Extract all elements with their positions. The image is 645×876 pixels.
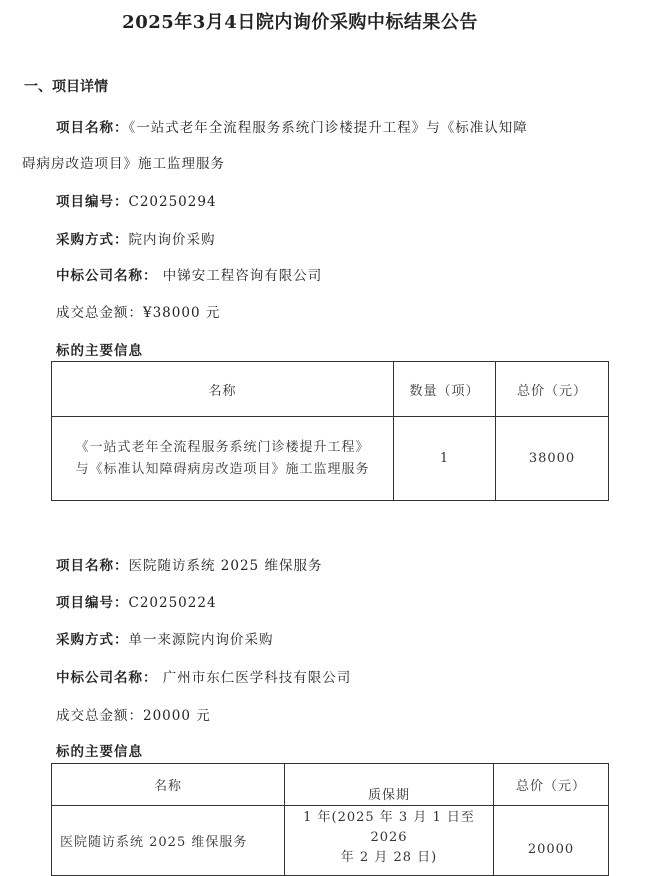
project2-name-row bbox=[56, 554, 322, 574]
project2-method-label: 采购方式： bbox=[56, 632, 129, 648]
project2-amount-value: 20000 元 bbox=[143, 708, 211, 724]
table-cell-name: 医院随访系统 2025 维保服务 bbox=[52, 806, 285, 876]
project1-name-label: 项目名称： bbox=[56, 120, 129, 136]
project2-code-value: C20250224 bbox=[128, 595, 217, 611]
table-cell-qty: 1 bbox=[394, 417, 496, 501]
project1-company-label: 中标公司名称： bbox=[56, 268, 158, 284]
project2-method-row bbox=[56, 628, 274, 648]
project2-company-label: 中标公司名称： bbox=[56, 670, 158, 686]
project1-name-line2: 碍病房改造项目》施工监理服务 bbox=[22, 156, 225, 172]
table-header-row bbox=[52, 362, 609, 417]
project1-code-value: C20250294 bbox=[128, 194, 217, 210]
project1-code-label: 项目编号： bbox=[56, 194, 129, 210]
table-header-name: 名称 bbox=[52, 764, 285, 806]
project1-name-value: 《一站式老年全流程服务系统门诊楼提升工程》与《标准认知障 bbox=[128, 120, 528, 136]
project1-amount-value: ¥38000 元 bbox=[143, 305, 221, 321]
project2-name-label: 项目名称： bbox=[56, 558, 129, 574]
project2-code-row bbox=[56, 591, 217, 611]
table-cell-name bbox=[52, 417, 394, 501]
project1-code-row bbox=[56, 190, 217, 210]
table-header-name: 名称 bbox=[52, 362, 394, 417]
project2-amount-row bbox=[56, 704, 211, 724]
project1-table bbox=[51, 361, 609, 501]
project1-company-row bbox=[56, 264, 322, 284]
project2-main-info-heading: 标的主要信息 bbox=[56, 744, 143, 760]
project2-name-value: 医院随访系统 2025 维保服务 bbox=[128, 558, 323, 574]
table-cell-name-line2: 与《标准认知障碍病房改造项目》施工监理服务 bbox=[75, 461, 370, 477]
table-cell-name-line1: 《一站式老年全流程服务系统门诊楼提升工程》 bbox=[75, 439, 370, 455]
page-title: 2025年3月4日院内询价采购中标结果公告 bbox=[122, 12, 478, 33]
project2-code-label: 项目编号： bbox=[56, 595, 129, 611]
project2-method-value: 单一来源院内询价采购 bbox=[128, 632, 274, 648]
table-cell-warranty-line1: 1 年(2025 年 3 月 1 日至 2026 bbox=[303, 810, 475, 845]
table-cell-total: 20000 bbox=[494, 806, 609, 876]
table-header-total: 总价（元） bbox=[494, 764, 609, 806]
table-cell-warranty-line2: 年 2 月 28 日) bbox=[340, 850, 438, 865]
table-header-warranty: 质保期 bbox=[285, 764, 494, 806]
project1-amount-row bbox=[56, 301, 220, 321]
table-cell-warranty bbox=[285, 806, 494, 876]
project2-table bbox=[51, 763, 609, 876]
project2-company-row bbox=[56, 666, 351, 686]
project1-name-line1 bbox=[56, 116, 528, 136]
project2-amount-label: 成交总金额： bbox=[56, 708, 143, 724]
project1-method-label: 采购方式： bbox=[56, 232, 129, 248]
table-row bbox=[52, 806, 609, 876]
table-row bbox=[52, 417, 609, 501]
project1-main-info-heading: 标的主要信息 bbox=[56, 343, 143, 359]
table-header-row bbox=[52, 764, 609, 806]
project1-method-value: 院内询价采购 bbox=[128, 232, 216, 248]
table-header-qty: 数量（项） bbox=[394, 362, 496, 417]
table-header-total: 总价（元） bbox=[496, 362, 609, 417]
section-heading: 一、项目详情 bbox=[24, 79, 108, 95]
project1-company-value: 中锑安工程咨询有限公司 bbox=[162, 268, 323, 284]
table-cell-total: 38000 bbox=[496, 417, 609, 501]
project1-amount-label: 成交总金额： bbox=[56, 305, 143, 321]
project2-company-value: 广州市东仁医学科技有限公司 bbox=[162, 670, 352, 686]
project1-method-row bbox=[56, 228, 216, 248]
